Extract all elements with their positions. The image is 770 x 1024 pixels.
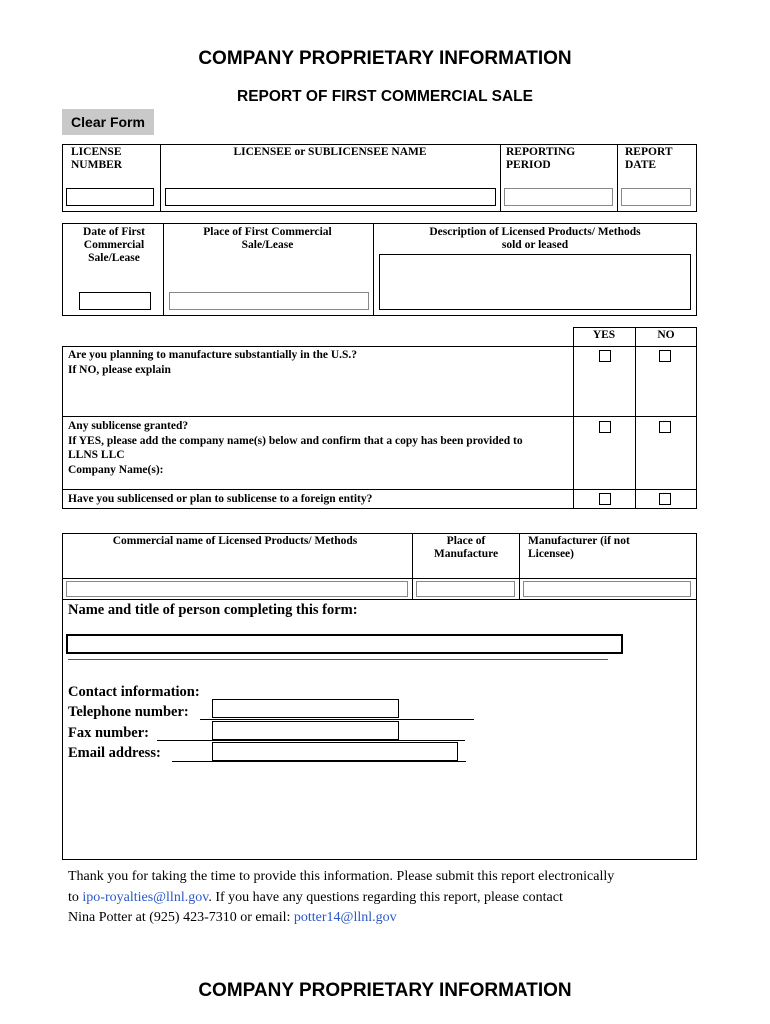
q1-text: [68, 348, 357, 377]
contact-info-label: Contact information:: [68, 684, 200, 700]
manufacturer-input[interactable]: [523, 581, 691, 597]
fax-label: Fax number:: [68, 725, 149, 741]
line2-prefix: to: [68, 890, 83, 905]
email-input[interactable]: [212, 742, 458, 761]
report-date-label: REPORT DATE: [625, 146, 673, 171]
line2-suffix: . If you have any questions regarding this report, please contact: [208, 890, 563, 905]
ipo-royalties-email-link[interactable]: ipo-royalties@llnl.gov: [82, 890, 209, 905]
potter-email-link[interactable]: potter14@llnl.gov: [293, 910, 397, 925]
description-input[interactable]: [379, 254, 691, 310]
reporting-period-label: REPORTING PERIOD: [506, 146, 576, 171]
place-manufacture-input[interactable]: [416, 581, 515, 597]
q3-yes-checkbox[interactable]: [599, 493, 611, 505]
q3-text: Have you sublicensed or plan to sublicense to a foreign entity?: [68, 493, 373, 505]
footer-title: COMPANY PROPRIETARY INFORMATION: [198, 980, 572, 1001]
clear-form-button[interactable]: Clear Form: [62, 109, 154, 135]
q1-no-checkbox[interactable]: [659, 350, 671, 362]
license-number-label: LICENSE NUMBER: [71, 146, 123, 171]
page-title: COMPANY PROPRIETARY INFORMATION: [198, 48, 572, 69]
q1-line1: Are you planning to manufacture substantially in the U.S.?: [68, 349, 358, 361]
description-label: Description of Licensed Products/ Methods sold or leased: [429, 226, 641, 251]
q1-yes-checkbox[interactable]: [599, 350, 611, 362]
email-label: Email address:: [68, 745, 161, 761]
telephone-label: Telephone number:: [68, 704, 189, 720]
no-label: NO: [657, 329, 675, 341]
fax-input[interactable]: [212, 721, 399, 740]
telephone-input[interactable]: [212, 699, 399, 718]
reporting-period-input[interactable]: [504, 188, 613, 206]
q3-no-checkbox[interactable]: [659, 493, 671, 505]
name-title-input[interactable]: [66, 634, 623, 654]
licensee-name-input[interactable]: [165, 188, 496, 206]
thank-you-line2: [68, 887, 563, 908]
thank-you-line1: Thank you for taking the time to provide this information. Please submit this report electronically: [68, 869, 615, 884]
q2-line4: Company Name(s):: [68, 463, 164, 476]
q1-line2: If NO, please explain: [68, 363, 171, 376]
commercial-name-label: Commercial name of Licensed Products/ Methods: [112, 535, 358, 547]
date-first-sale-input[interactable]: [79, 292, 151, 310]
commercial-name-input[interactable]: [66, 581, 408, 597]
place-first-sale-label: Place of First Commercial Sale/Lease: [203, 226, 332, 251]
q2-text: [68, 419, 523, 477]
place-first-sale-input[interactable]: [169, 292, 369, 310]
date-first-sale-label: Date of First Commercial Sale/Lease: [83, 226, 145, 264]
yes-label: YES: [592, 329, 616, 341]
q2-line1: Any sublicense granted?: [68, 420, 189, 432]
q2-line2: If YES, please add the company name(s) below and confirm that a copy has been provided to: [68, 434, 523, 447]
license-number-input[interactable]: [66, 188, 154, 206]
report-date-input[interactable]: [621, 188, 691, 206]
q2-yes-checkbox[interactable]: [599, 421, 611, 433]
report-subtitle: REPORT OF FIRST COMMERCIAL SALE: [237, 88, 533, 105]
thank-you-line3: [68, 907, 397, 928]
licensee-name-label: LICENSEE or SUBLICENSEE NAME: [233, 146, 427, 158]
place-manufacture-label: Place of Manufacture: [433, 535, 499, 560]
name-title-label: Name and title of person completing this form:: [68, 602, 358, 618]
manufacturer-label: Manufacturer (if not Licensee): [528, 535, 630, 560]
line3-prefix: Nina Potter at (925) 423-7310 or email:: [68, 910, 294, 925]
q2-line3: LLNS LLC: [68, 449, 125, 461]
q2-no-checkbox[interactable]: [659, 421, 671, 433]
